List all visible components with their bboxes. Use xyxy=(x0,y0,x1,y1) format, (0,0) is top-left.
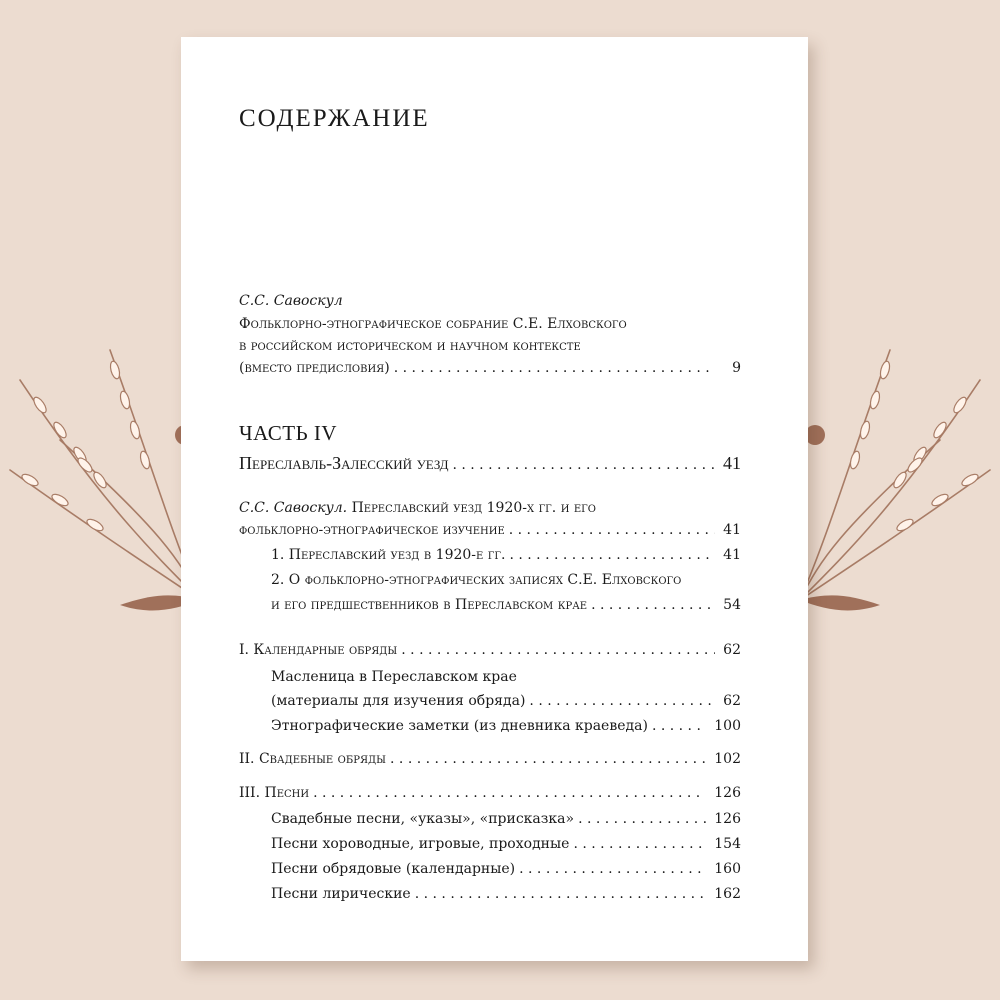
toc-entry-essay-sub2[interactable] xyxy=(271,595,741,615)
page-number: 154 xyxy=(714,836,741,852)
toc-entry-section-3[interactable] xyxy=(239,783,741,803)
maslenitsa-line2: (материалы для изучения обряда) xyxy=(271,693,526,709)
dot-leader xyxy=(509,545,715,565)
dot-leader xyxy=(652,716,706,736)
toc-entry-essay-sub1[interactable] xyxy=(271,545,741,565)
essay-author: С.С. Савоскул. xyxy=(239,500,348,516)
dot-leader xyxy=(529,691,715,711)
page-number: 41 xyxy=(723,547,741,563)
maslenitsa-line1: Масленица в Переславском крае xyxy=(271,669,517,685)
section-title: III. Песни xyxy=(239,785,310,801)
dot-leader xyxy=(401,640,715,660)
preface-title-line2: в российском историческом и научном контексте xyxy=(239,338,581,354)
toc-entry-maslenitsa[interactable] xyxy=(271,691,741,711)
essay-title-text: Переславский уезд 1920-х гг. и его xyxy=(351,500,596,516)
toc-entry-song-2[interactable] xyxy=(271,834,741,854)
dot-leader xyxy=(390,749,706,769)
page-number: 9 xyxy=(732,360,741,376)
essay-sub1-text: 1. Переславский уезд в 1920-е гг. xyxy=(271,547,506,563)
page-number: 162 xyxy=(714,886,741,902)
page-number: 102 xyxy=(714,751,741,767)
dot-leader xyxy=(573,834,706,854)
essay-title-line2: фольклорно-этнографическое изучение xyxy=(239,522,505,538)
page-number: 100 xyxy=(714,718,741,734)
page-number: 41 xyxy=(723,453,741,473)
song-title: Песни хороводные, игровые, проходные xyxy=(271,836,570,852)
preface-title-line1: Фольклорно-этнографическое собрание С.Е. Елховского xyxy=(239,316,627,332)
part-label: ЧАСТЬ IV xyxy=(239,421,338,445)
dot-leader xyxy=(519,859,706,879)
page-number: 62 xyxy=(723,693,741,709)
toc-entry-section-1[interactable] xyxy=(239,640,741,660)
toc-entry-preface[interactable] xyxy=(239,358,741,378)
preface-author: С.С. Савоскул xyxy=(239,293,343,309)
dot-leader xyxy=(415,884,707,904)
dot-leader xyxy=(591,595,715,615)
book-page xyxy=(181,37,808,961)
dot-leader xyxy=(509,520,715,540)
dot-leader xyxy=(452,455,715,475)
dot-leader xyxy=(578,809,706,829)
toc-heading: СОДЕРЖАНИЕ xyxy=(239,105,430,132)
dot-leader xyxy=(394,358,715,378)
song-title: Песни лирические xyxy=(271,886,411,902)
toc-entry-song-1[interactable] xyxy=(271,809,741,829)
page-number: 41 xyxy=(723,522,741,538)
essay-sub2-line1: 2. О фольклорно-этнографических записях С.Е. Елховского xyxy=(271,572,682,588)
toc-entry-part-title[interactable] xyxy=(239,453,741,475)
section-title: II. Свадебные обряды xyxy=(239,751,387,767)
essay-sub2-line2: и его предшественников в Переславском крае xyxy=(271,597,588,613)
part-title: Переславль-Залесский уезд xyxy=(239,453,449,473)
section-title: I. Календарные обряды xyxy=(239,642,398,658)
toc-entry-song-3[interactable] xyxy=(271,859,741,879)
page-number: 126 xyxy=(714,811,741,827)
toc-entry-essay[interactable] xyxy=(239,520,741,540)
toc-entry-song-4[interactable] xyxy=(271,884,741,904)
page-number: 160 xyxy=(714,861,741,877)
dot-leader xyxy=(313,783,706,803)
ethno-notes-text: Этнографические заметки (из дневника краеведа) xyxy=(271,718,648,734)
song-title: Песни обрядовые (календарные) xyxy=(271,861,516,877)
song-title: Свадебные песни, «указы», «присказка» xyxy=(271,811,575,827)
toc-entry-section-2[interactable] xyxy=(239,749,741,769)
page-number: 126 xyxy=(714,785,741,801)
page-number: 54 xyxy=(723,597,741,613)
essay-title-line1 xyxy=(239,498,596,518)
page-number: 62 xyxy=(723,642,741,658)
preface-title-line3: (вместо предисловия) xyxy=(239,360,390,376)
toc-entry-ethno-notes[interactable] xyxy=(271,716,741,736)
